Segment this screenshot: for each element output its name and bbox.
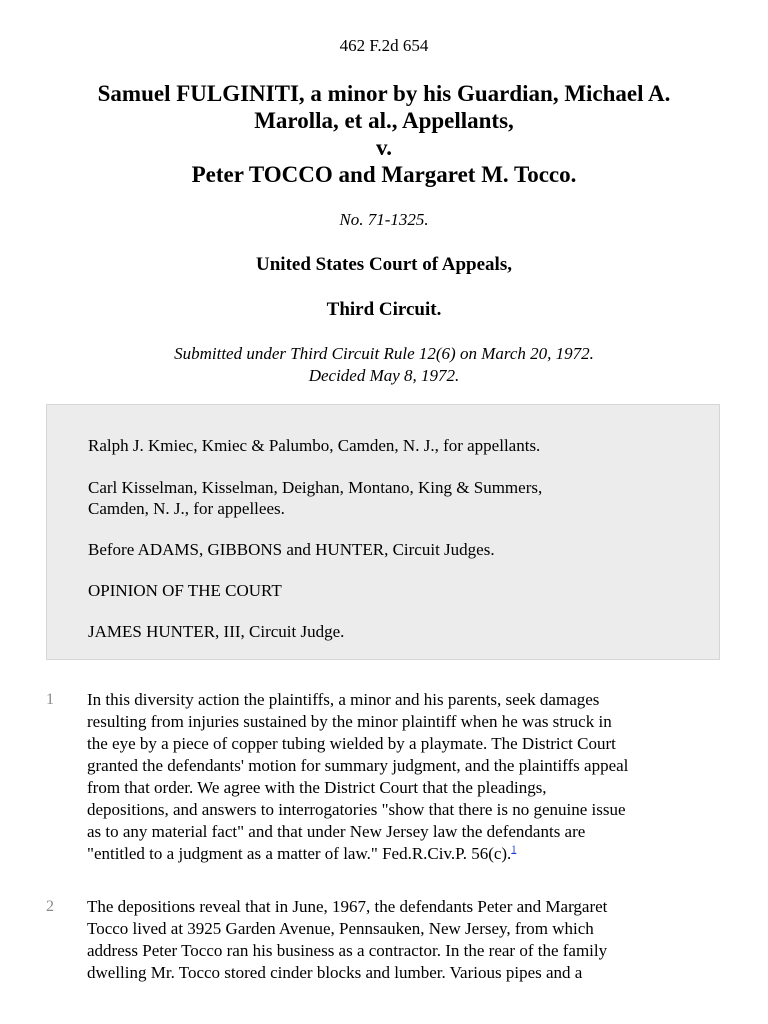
paragraph-number: 2 <box>46 898 54 915</box>
case-caption <box>40 80 728 188</box>
footnote-link[interactable]: 1 <box>511 844 517 856</box>
paragraph-number: 1 <box>46 691 54 708</box>
paragraph-line: Tocco lived at 3925 Garden Avenue, Pennsauken, New Jersey, from which <box>87 919 594 938</box>
opinion-author: JAMES HUNTER, III, Circuit Judge. <box>88 622 345 641</box>
caption-line: Peter TOCCO and Margaret M. Tocco. <box>191 162 577 187</box>
circuit-name: Third Circuit. <box>326 299 442 320</box>
submitted-date: Submitted under Third Circuit Rule 12(6) on March 20, 1972. <box>174 344 594 363</box>
paragraph-line: resulting from injuries sustained by the minor plaintiff when he was struck in <box>87 712 612 731</box>
caption-line: Marolla, et al., Appellants, <box>254 108 514 133</box>
paragraph-line: dwelling Mr. Tocco stored cinder blocks and lumber. Various pipes and a <box>87 963 583 982</box>
opinion-heading: OPINION OF THE COURT <box>88 581 282 600</box>
court-name: United States Court of Appeals, <box>256 254 512 275</box>
paragraph-line: as to any material fact" and that under New Jersey law the defendants are <box>87 822 586 841</box>
paragraph-line: The depositions reveal that in June, 1967, the defendants Peter and Margaret <box>87 897 608 916</box>
paragraph-line: In this diversity action the plaintiffs, a minor and his parents, seek damages <box>87 690 600 709</box>
paragraph-line: address Peter Tocco ran his business as a contractor. In the rear of the family <box>87 941 608 960</box>
paragraph-line: the eye by a piece of copper tubing wielded by a playmate. The District Court <box>87 734 616 753</box>
paragraph-text <box>87 689 727 865</box>
paragraph-line: "entitled to a judgment as a matter of law." Fed.R.Civ.P. 56(c). <box>87 844 512 863</box>
judges-panel: Before ADAMS, GIBBONS and HUNTER, Circuit Judges. <box>88 540 495 559</box>
appellees-counsel-line: Camden, N. J., for appellees. <box>88 499 285 518</box>
decision-dates <box>0 343 768 387</box>
docket-number: No. 71-1325. <box>339 210 429 229</box>
paragraph-line: depositions, and answers to interrogatories "show that there is no genuine issue <box>87 800 626 819</box>
caption-versus: v. <box>376 135 392 160</box>
appellees-counsel <box>88 477 688 519</box>
paragraph-line: granted the defendants' motion for summary judgment, and the plaintiffs appeal <box>87 756 629 775</box>
paragraph-line: from that order. We agree with the District Court that the pleadings, <box>87 778 547 797</box>
counsel-panel <box>46 404 720 660</box>
paragraph-text <box>87 896 727 984</box>
decided-date: Decided May 8, 1972. <box>308 366 460 385</box>
appellees-counsel-line: Carl Kisselman, Kisselman, Deighan, Montano, King & Summers, <box>88 478 543 497</box>
appellants-counsel: Ralph J. Kmiec, Kmiec & Palumbo, Camden, N. J., for appellants. <box>88 436 541 455</box>
citation: 462 F.2d 654 <box>339 36 429 55</box>
caption-line: Samuel FULGINITI, a minor by his Guardian, Michael A. <box>97 81 671 106</box>
